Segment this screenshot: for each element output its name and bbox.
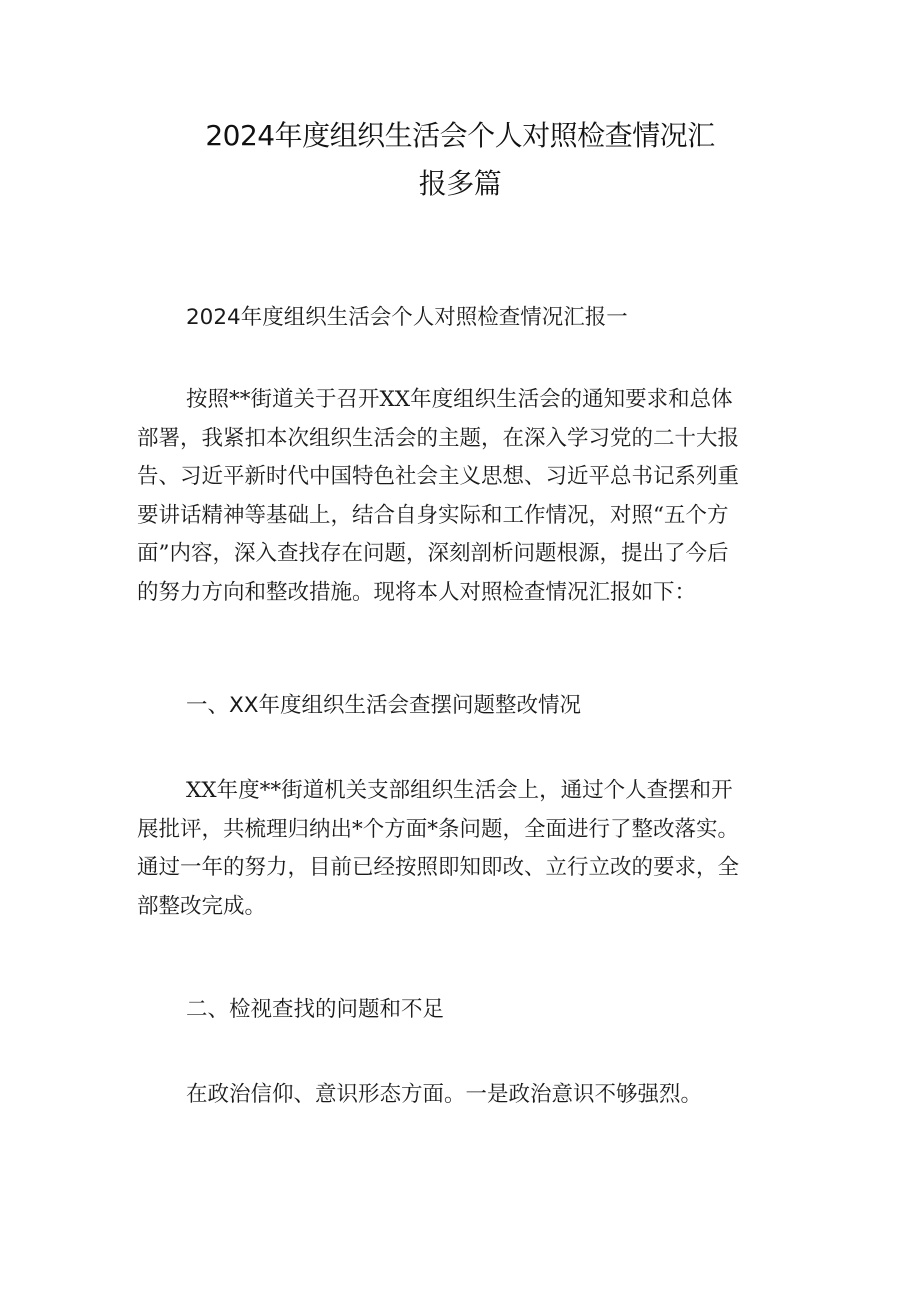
- intro-line: 按照**街道关于召开XX年度组织生活会的通知要求和总体: [186, 387, 733, 412]
- intro-line: 告、习近平新时代中国特色社会主义思想、习近平总书记系列重: [137, 464, 740, 489]
- section-1-line: 部整改完成。: [137, 893, 267, 919]
- section-1-heading: 一、XX年度组织生活会查摆问题整改情况: [186, 693, 581, 718]
- intro-line: 面”内容，深入查找存在问题，深刻剖析问题根源，提出了今后: [137, 541, 729, 566]
- title-line-1: 2024年度组织生活会个人对照检查情况汇: [205, 119, 715, 152]
- document-title: [160, 112, 760, 208]
- intro-line: 要讲话精神等基础上，结合自身实际和工作情况，对照“五个方: [137, 502, 729, 528]
- section-1-line: 展批评，共梳理归纳出*个方面*条问题，全面进行了整改落实。: [137, 816, 740, 842]
- report-subtitle: 2024年度组织生活会个人对照检查情况汇报一: [186, 305, 628, 330]
- section-1-line: XX年度**街道机关支部组织生活会上，通过个人查摆和开: [186, 778, 733, 803]
- intro-paragraph: [137, 381, 797, 612]
- section-2-paragraph: 在政治信仰、意识形态方面。一是政治意识不够强烈。: [186, 1082, 703, 1107]
- intro-line: 的努力方向和整改措施。现将本人对照检查情况汇报如下：: [137, 579, 697, 605]
- section-1-paragraph: [137, 772, 797, 926]
- title-line-2: 报多篇: [418, 167, 502, 200]
- intro-line: 部署，我紧扣本次组织生活会的主题，在深入学习党的二十大报: [137, 425, 740, 451]
- section-2-heading: 二、检视查找的问题和不足: [186, 997, 445, 1022]
- section-1-line: 通过一年的努力，目前已经按照即知即改、立行立改的要求，全: [137, 855, 740, 880]
